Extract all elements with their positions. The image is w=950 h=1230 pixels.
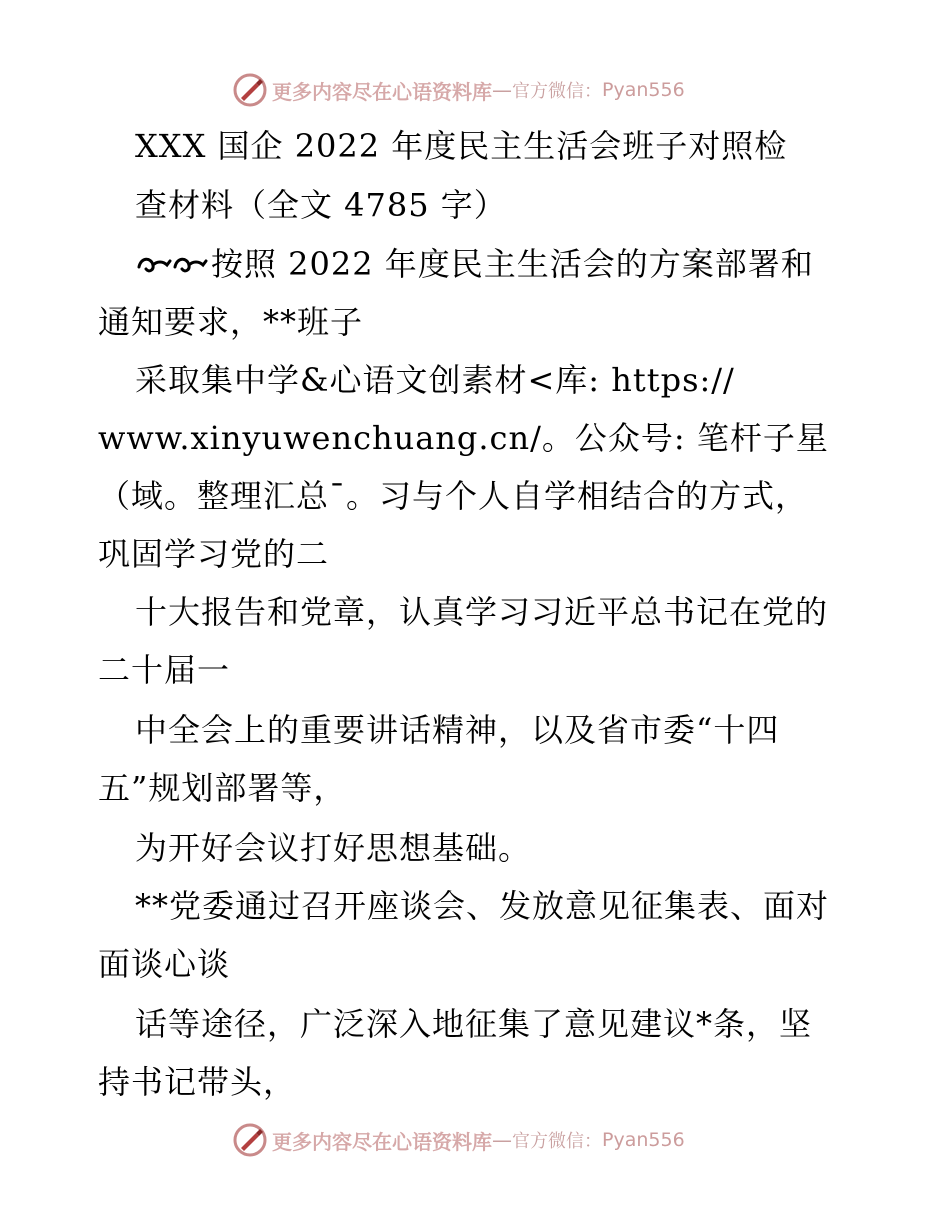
- pen-logo-icon: [232, 1122, 268, 1158]
- paragraph-text: 按照 2022 年度民主生活会的方案部署和: [211, 245, 814, 283]
- header-banner: [232, 72, 685, 108]
- banner-separator: —: [492, 1128, 512, 1152]
- banner-wechat-id: Pyan556: [602, 1129, 685, 1151]
- paragraph-line: 为开好会议打好思想基础。: [135, 829, 532, 867]
- paragraph-line: [135, 244, 935, 284]
- decorative-ornament-icon: [135, 247, 211, 279]
- paragraph-line: 巩固学习党的二: [98, 535, 330, 573]
- banner-wechat-label: 官方微信：: [512, 81, 602, 102]
- banner-text: 更多内容尽在心语资料库: [272, 79, 492, 104]
- paragraph-line: 面谈心谈: [98, 945, 231, 983]
- banner-wechat-label: 官方微信：: [512, 1131, 602, 1152]
- title-line-1: XXX 国企 2022 年度民主生活会班子对照检: [135, 127, 788, 165]
- banner-text: 更多内容尽在心语资料库: [272, 1129, 492, 1154]
- paragraph-line: 中全会上的重要讲话精神，以及省市委“十四: [135, 711, 780, 749]
- paragraph-line: 十大报告和党章，认真学习习近平总书记在党的: [135, 593, 829, 631]
- paragraph-line: 二十届一: [98, 651, 231, 689]
- title-line-2: 查材料（全文 4785 字）: [135, 186, 507, 224]
- footer-banner: [232, 1122, 685, 1158]
- paragraph-line: www.xinyuwenchuang.cn/。公众号: 笔杆子星: [98, 419, 829, 457]
- banner-separator: —: [492, 78, 512, 102]
- paragraph-line: **党委通过召开座谈会、发放意见征集表、面对: [135, 887, 830, 925]
- paragraph-line: 五”规划部署等，: [98, 769, 347, 807]
- paragraph-line: （域。整理汇总¯。习与个人自学相结合的方式，: [98, 477, 809, 515]
- paragraph-line: 通知要求，**班子: [98, 303, 364, 341]
- pen-logo-icon: [232, 72, 268, 108]
- paragraph-line: 持书记带头，: [98, 1063, 297, 1101]
- paragraph-line: 采取集中学&心语文创素材<库: https://: [135, 361, 735, 399]
- paragraph-line: 话等途径，广泛深入地征集了意见建议*条，坚: [135, 1005, 813, 1043]
- banner-wechat-id: Pyan556: [602, 79, 685, 101]
